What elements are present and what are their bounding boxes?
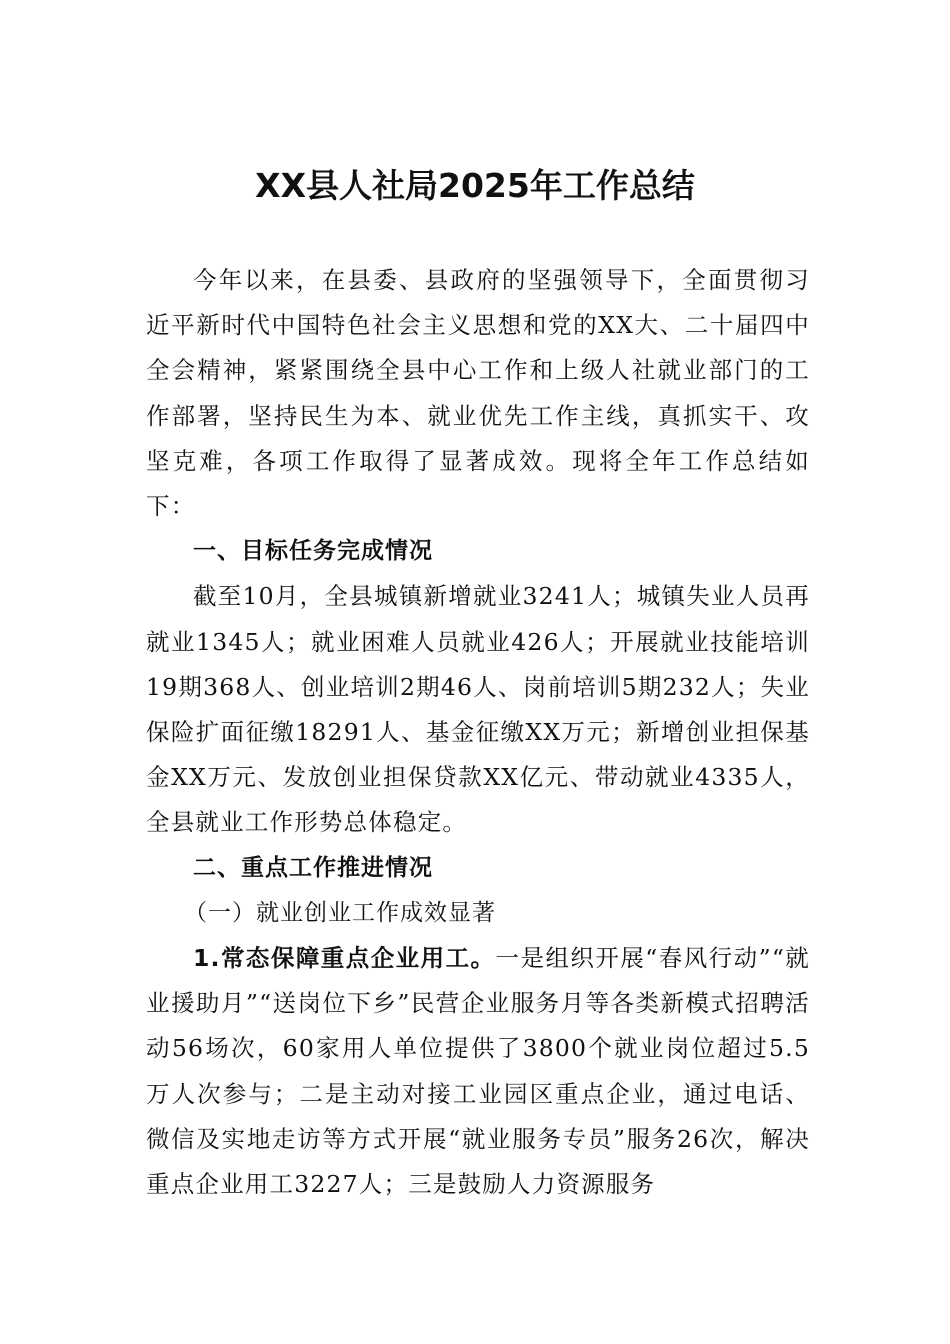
item-paragraph-enterprise-labor bbox=[146, 936, 810, 1207]
section-heading-targets: 一、目标任务完成情况 bbox=[193, 538, 433, 565]
intro-paragraph: 今年以来，在县委、县政府的坚强领导下，全面贯彻习近平新时代中国特色社会主义思想和党的XX大、二十届四中全会精神，紧紧围绕全县中心工作和上级人社就业部门的工作部署，坚持民生为本、就业优先工作主线，真抓实干、攻坚克难，各项工作取得了显著成效。现将全年工作总结如下： bbox=[146, 266, 810, 521]
targets-paragraph: 截至10月，全县城镇新增就业3241人；城镇失业人员再就业1345人；就业困难人员就业426人；开展就业技能培训19期368人、创业培训2期46人、岗前培训5期232人；失业保险扩面征缴18291人、基金征缴XX万元；新增创业担保基金XX万元、发放创业担保贷款XX亿元、带动就业4335人，全县就业工作形势总体稳定。 bbox=[146, 582, 810, 837]
subsection-heading-employment: （一）就业创业工作成效显著 bbox=[184, 899, 496, 926]
document-title: XX县人社局2025年工作总结 bbox=[255, 166, 695, 205]
item-body-text: 一是组织开展“春风行动”“就业援助月”“送岗位下乡”民营企业服务月等各类新模式招聘活动56场次，60家用人单位提供了3800个就业岗位超过5.5万人次参与；二是主动对接工业园区重点企业，通过电话、微信及实地走访等方式开展“就业服务专员”服务26次，解决重点企业用工3227人；三是鼓励人力资源服务 bbox=[146, 944, 810, 1199]
document-body bbox=[146, 258, 810, 1207]
item-lead-title: 1.常态保障重点企业用工。 bbox=[193, 944, 496, 973]
section-heading-key-work: 二、重点工作推进情况 bbox=[193, 854, 433, 881]
